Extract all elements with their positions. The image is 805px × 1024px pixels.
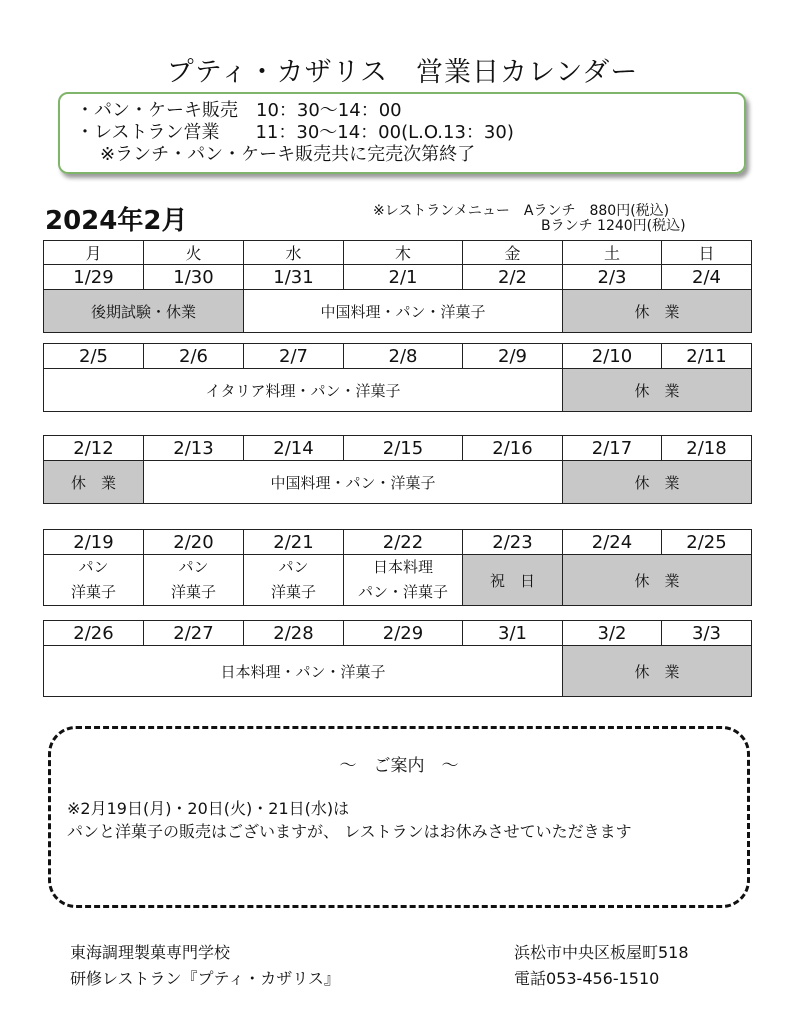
- restaurant-hours: ・レストラン営業 11：30〜14：00(L.O.13：30): [76, 122, 514, 143]
- date-cell: 2/27: [144, 621, 244, 646]
- event-cell-bread-sweets: [244, 555, 344, 606]
- date-cell: 2/3: [563, 265, 662, 290]
- weekday-tue: 火: [144, 241, 244, 265]
- menu-b-lunch: Bランチ 1240円(税込): [541, 218, 686, 234]
- week-3-table: [43, 435, 752, 504]
- date-cell: 1/29: [44, 265, 144, 290]
- guide-title: 〜 ご案内 〜: [339, 756, 459, 776]
- date-row: [44, 344, 752, 369]
- week-4-table: [43, 529, 752, 606]
- event-cell-japanese: [344, 555, 463, 606]
- event-line: 洋菓子: [270, 583, 316, 601]
- address: 浜松市中央区板屋町518: [514, 943, 689, 962]
- date-cell: 2/23: [463, 530, 563, 555]
- event-row: [44, 290, 752, 333]
- event-line: パン: [178, 558, 209, 576]
- date-cell: 3/2: [563, 621, 662, 646]
- date-cell: 2/2: [463, 265, 563, 290]
- event-line: 洋菓子: [170, 583, 216, 601]
- event-row: [44, 369, 752, 412]
- date-cell: 2/20: [144, 530, 244, 555]
- weekday-wed: 水: [244, 241, 344, 265]
- date-cell: 2/1: [344, 265, 463, 290]
- week-5-table: [43, 620, 752, 697]
- date-cell: 1/30: [144, 265, 244, 290]
- guide-line-2: パンと洋菓子の販売はございますが、 レストランはお休みさせていただきます: [67, 822, 632, 841]
- phone: 電話053-456-1510: [514, 969, 660, 988]
- date-cell: 2/15: [344, 436, 463, 461]
- guide-notice: [67, 797, 632, 843]
- date-cell: 2/19: [44, 530, 144, 555]
- date-cell: 2/26: [44, 621, 144, 646]
- date-cell: 3/3: [662, 621, 752, 646]
- date-cell: 2/7: [244, 344, 344, 369]
- date-cell: 2/22: [344, 530, 463, 555]
- weekday-thu: 木: [344, 241, 463, 265]
- event-cell-bread-sweets: [44, 555, 144, 606]
- date-cell: 2/10: [563, 344, 662, 369]
- date-cell: 3/1: [463, 621, 563, 646]
- weekday-sun: 日: [662, 241, 752, 265]
- business-hours-box: [58, 92, 746, 174]
- date-cell: 2/12: [44, 436, 144, 461]
- date-cell: 2/11: [662, 344, 752, 369]
- event-line: パン: [278, 558, 309, 576]
- event-line: 洋菓子: [70, 583, 116, 601]
- event-cell-closed: 休 業: [563, 290, 752, 333]
- date-row: [44, 265, 752, 290]
- date-cell: 2/17: [563, 436, 662, 461]
- event-cell-open: イタリア料理・パン・洋菓子: [44, 369, 563, 412]
- restaurant-menu-prices: [373, 204, 686, 234]
- event-cell-closed: 休 業: [563, 646, 752, 697]
- school-name: 東海調理製菓専門学校: [70, 943, 231, 962]
- guide-box: [48, 726, 750, 908]
- date-cell: 2/18: [662, 436, 752, 461]
- event-line: 日本料理: [372, 558, 433, 576]
- event-cell-bread-sweets: [144, 555, 244, 606]
- event-row: [44, 461, 752, 504]
- event-cell-closed: 休 業: [563, 461, 752, 504]
- date-row: [44, 436, 752, 461]
- sold-out-note: ※ランチ・パン・ケーキ販売共に完売次第終了: [100, 144, 476, 165]
- weekday-mon: 月: [44, 241, 144, 265]
- date-row: [44, 530, 752, 555]
- date-cell: 2/8: [344, 344, 463, 369]
- date-cell: 2/29: [344, 621, 463, 646]
- guide-line-1: ※2月19日(月)・20日(火)・21日(水)は: [67, 799, 350, 818]
- event-row: [44, 646, 752, 697]
- date-cell: 2/24: [563, 530, 662, 555]
- event-cell-open: 日本料理・パン・洋菓子: [44, 646, 563, 697]
- date-cell: 2/14: [244, 436, 344, 461]
- date-cell: 2/6: [144, 344, 244, 369]
- bread-cake-hours: ・パン・ケーキ販売 10：30〜14：00: [76, 100, 402, 121]
- date-cell: 2/4: [662, 265, 752, 290]
- date-cell: 2/28: [244, 621, 344, 646]
- event-row: [44, 555, 752, 606]
- restaurant-name: 研修レストラン『プティ・カザリス』: [70, 969, 340, 988]
- week-1-table: [43, 240, 752, 333]
- date-cell: 2/9: [463, 344, 563, 369]
- date-row: [44, 621, 752, 646]
- weekday-fri: 金: [463, 241, 563, 265]
- date-cell: 2/13: [144, 436, 244, 461]
- event-cell-closed: 後期試験・休業: [44, 290, 244, 333]
- date-cell: 2/25: [662, 530, 752, 555]
- footer-contact: [514, 940, 689, 992]
- date-cell: 2/5: [44, 344, 144, 369]
- event-cell-open: 中国料理・パン・洋菓子: [244, 290, 563, 333]
- date-cell: 2/21: [244, 530, 344, 555]
- event-cell-closed: 休 業: [44, 461, 144, 504]
- event-cell-closed: 休 業: [563, 555, 752, 606]
- event-line: パン・洋菓子: [357, 583, 448, 601]
- event-cell-holiday: 祝 日: [463, 555, 563, 606]
- footer-school-info: [70, 940, 340, 992]
- date-cell: 1/31: [244, 265, 344, 290]
- weekday-sat: 土: [563, 241, 662, 265]
- page-title: プティ・カザリス 営業日カレンダー: [166, 57, 639, 88]
- event-cell-closed: 休 業: [563, 369, 752, 412]
- week-2-table: [43, 343, 752, 412]
- weekday-header-row: [44, 241, 752, 265]
- event-cell-open: 中国料理・パン・洋菓子: [144, 461, 563, 504]
- event-line: パン: [78, 558, 109, 576]
- date-cell: 2/16: [463, 436, 563, 461]
- year-month-heading: 2024年2月: [45, 206, 188, 236]
- menu-a-lunch: ※レストランメニュー Aランチ 880円(税込): [373, 203, 670, 219]
